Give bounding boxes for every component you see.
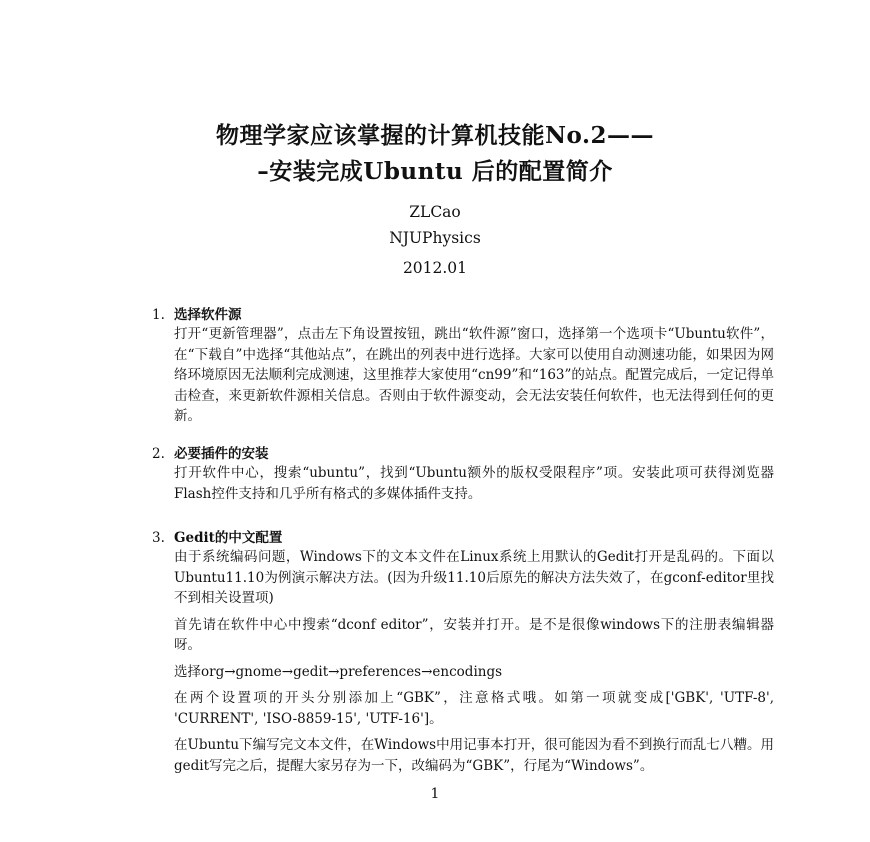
paragraph: 打开软件中心，搜索“ubuntu”，找到“Ubuntu额外的版权受限程序”项。安装此项可获得浏览器Flash控件支持和几乎所有格式的多媒体插件支持。: [174, 465, 774, 502]
title-line-2: –安装完成Ubuntu 后的配置简介: [257, 158, 613, 185]
section-heading: [152, 445, 782, 463]
section-heading: [152, 306, 782, 324]
section-number: 3.: [152, 530, 165, 546]
section-software-sources: [152, 306, 782, 427]
page-number: 1: [430, 786, 440, 802]
paragraph: 首先请在软件中心中搜索“dconf editor”，安装并打开。是不是很像windows下的注册表编辑器呀。: [174, 616, 774, 653]
section-number: 2.: [152, 446, 165, 462]
paragraph: 选择org→gnome→gedit→preferences→encodings: [174, 663, 503, 680]
paragraph: 在Ubuntu下编写完文本文件，在Windows中用记事本打开，很可能因为看不到换行而乱七八糟。用gedit写完之后，提醒大家另存为一下，改编码为“GBK”，行尾为“Windows”。: [174, 737, 774, 774]
section-title: 选择软件源: [174, 307, 242, 323]
author: ZLCao: [409, 203, 461, 221]
paragraph: 打开“更新管理器”，点击左下角设置按钮，跳出“软件源”窗口，选择第一个选项卡“Ubuntu软件”，在“下载自”中选择“其他站点”，在跳出的列表中进行选择。大家可以使用自动测速功能，如果因为网络环境原因无法顺利完成测速，这里推荐大家使用“cn99”和“163”的站点。配置完成后，一定记得单击检查，来更新软件源相关信息。否则由于软件源变动，会无法安装任何软件，也无法得到任何的更新。: [174, 326, 774, 424]
section-number: 1.: [152, 307, 165, 323]
affiliation: NJUPhysics: [389, 229, 481, 247]
section-plugins: [152, 445, 782, 504]
document-title: [0, 118, 870, 190]
section-heading: [152, 529, 782, 547]
paragraph: 在两个设置项的开头分别添加上“GBK”，注意格式哦。如第一项就变成['GBK', 'UTF-8', 'CURRENT', 'ISO-8859-15', 'UTF-16']。: [174, 690, 774, 727]
section-title: 必要插件的安装: [174, 446, 269, 462]
section-gedit: [152, 529, 782, 776]
section-title: Gedit的中文配置: [174, 530, 283, 546]
paragraph: 由于系统编码问题，Windows下的文本文件在Linux系统上用默认的Gedit打开是乱码的。下面以Ubuntu11.10为例演示解决方法。(因为升级11.10后原先的解决方法失效了，在gconf-editor里找不到相关设置项): [174, 549, 774, 606]
date: 2012.01: [402, 259, 468, 277]
title-line-1: 物理学家应该掌握的计算机技能No.2——: [216, 122, 654, 149]
